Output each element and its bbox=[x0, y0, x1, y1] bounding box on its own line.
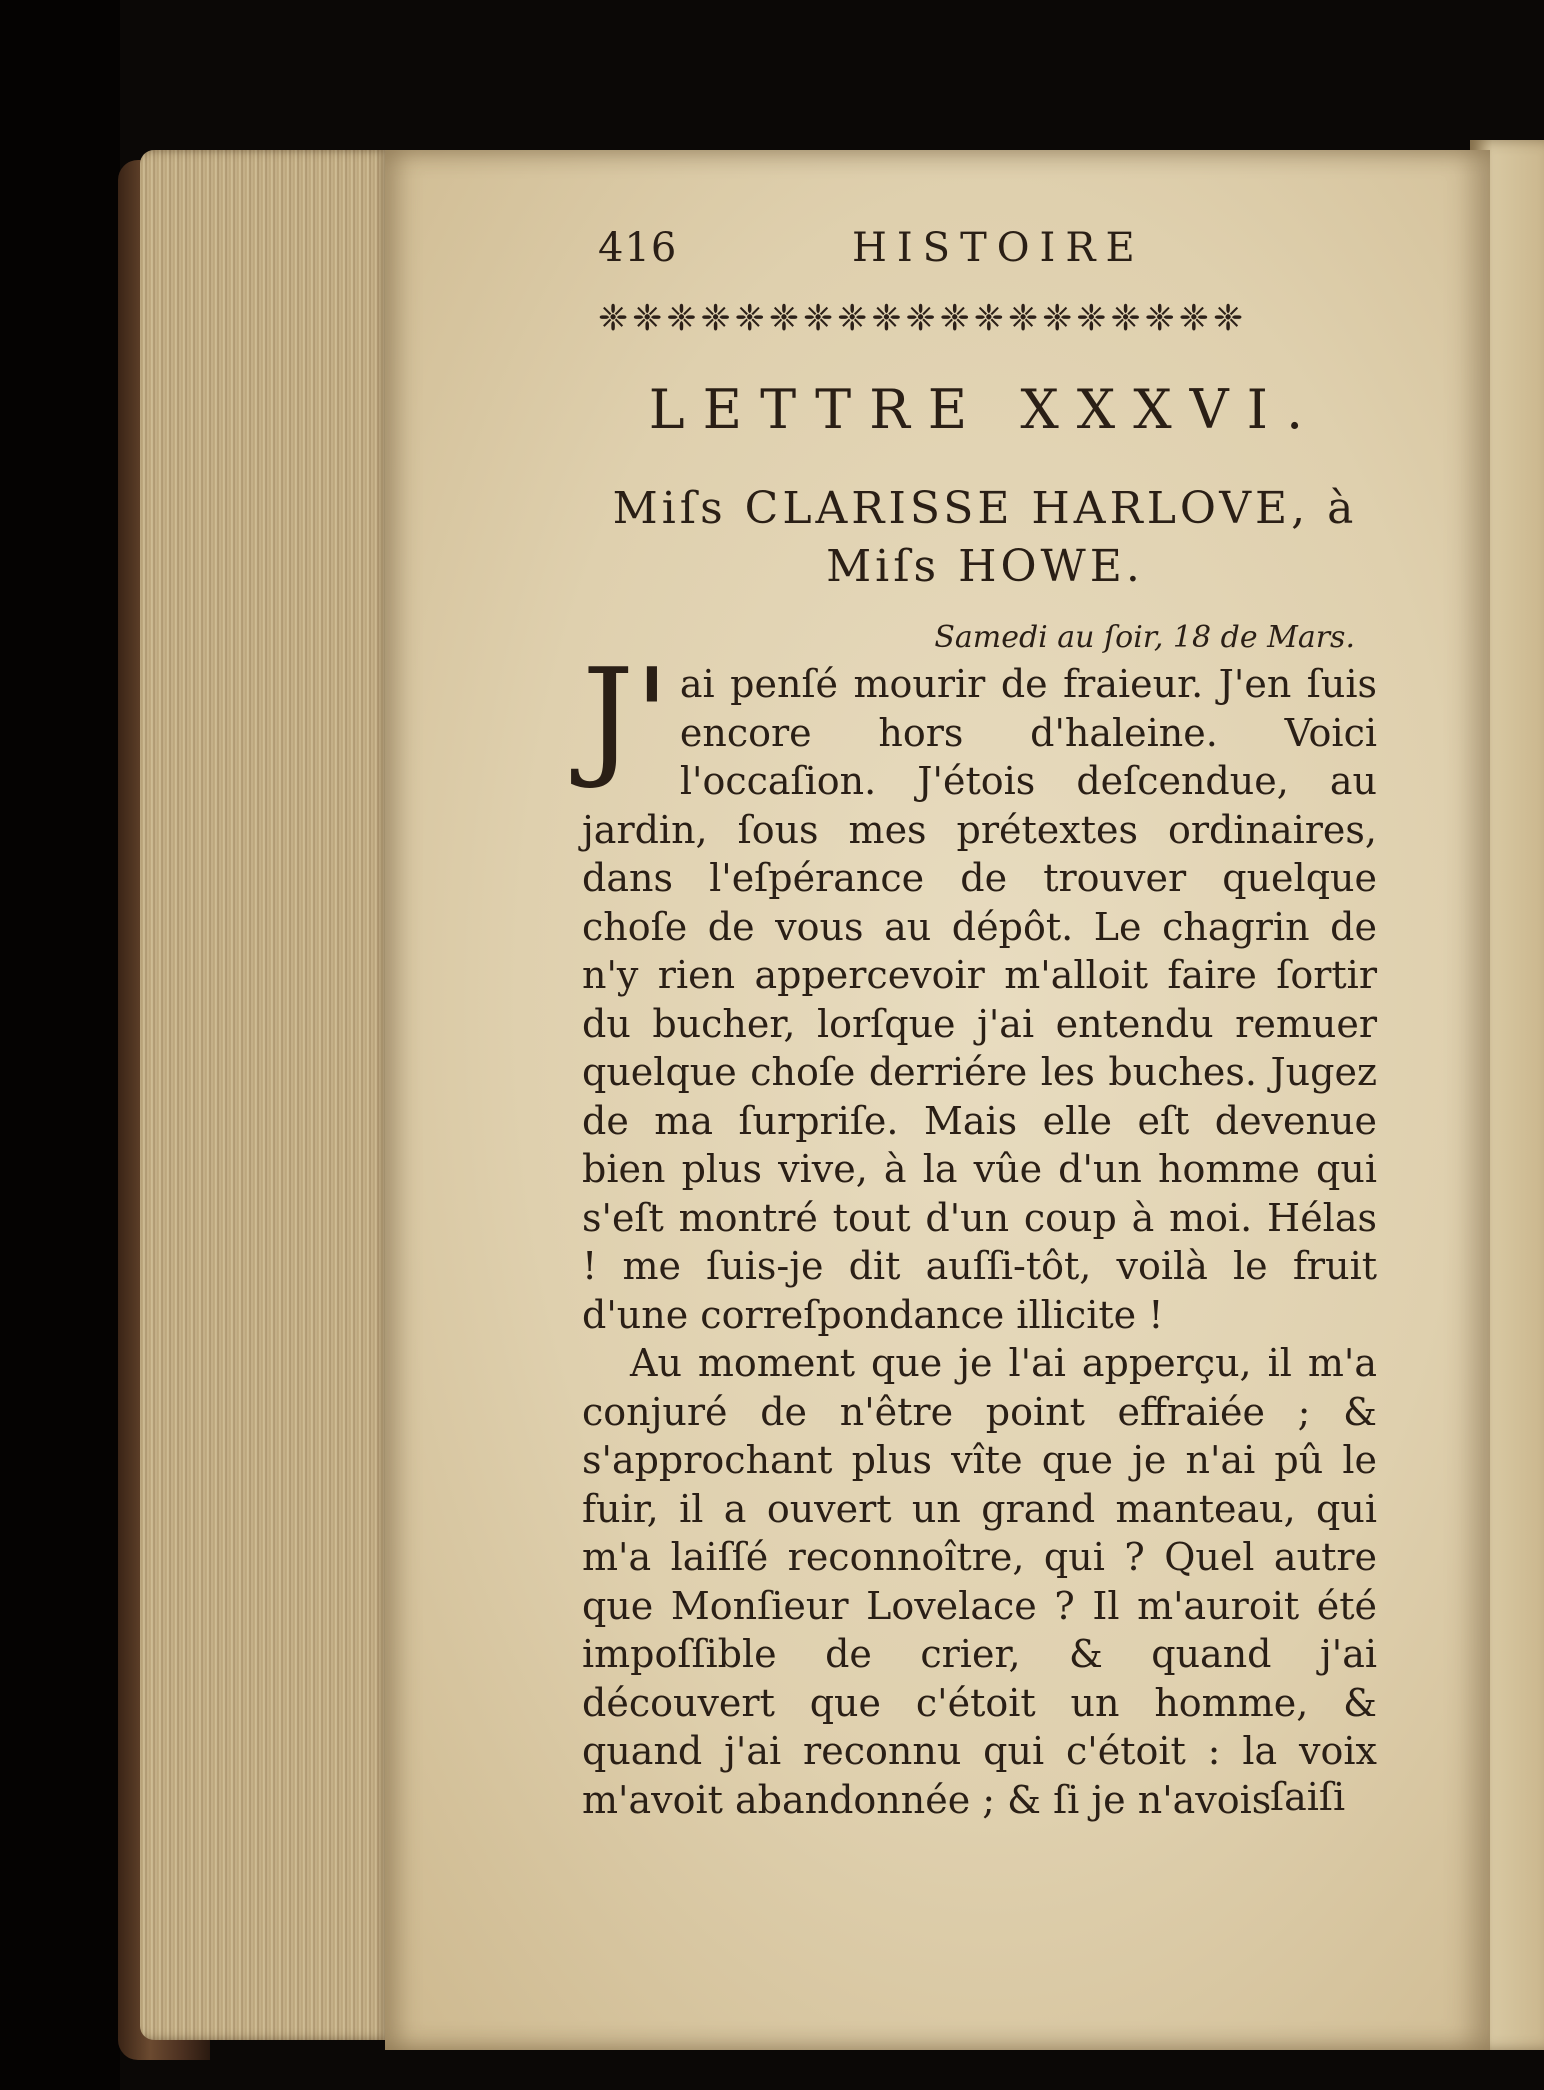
background-shadow bbox=[0, 0, 120, 2090]
page-number: 416 bbox=[598, 225, 678, 271]
letter-body bbox=[582, 640, 1377, 1824]
dateline: Samedi au ſoir, 18 de Mars. bbox=[934, 620, 1355, 655]
ornament-band: ❈❈❈❈❈❈❈❈❈❈❈❈❈❈❈❈❈❈❈ bbox=[598, 298, 1248, 339]
paragraph-1: J'ai penſé mourir de fraieur. J'en ſuis encore hors d'haleine. Voici l'occaſion. J'étois deſcendue, au jardin, ſous mes prétextes ordinaires, dans l'eſpérance de trouver quelque choſe de vous au dépôt. Le chagrin de n'y rien appercevoir m'alloit faire ſortir du bucher, lorſque j'ai entendu remuer quelque choſe derriére les buches. Jugez de ma ſurpriſe. Mais elle eſt devenue bien plus vive, à la vûe d'un homme qui s'eſt montré tout d'un coup à moi. Hélas ! me ſuis-je dit auſſi-tôt, voilà le fruit d'une correſpondance illicite ! bbox=[582, 640, 1377, 1337]
paragraph-2: Au moment que je l'ai apperçu, il m'a conjuré de n'être point effraiée ; & s'approchant plus vîte que je n'ai pû le fuir, il a ouvert un grand manteau, qui m'a laiſſé reconnoître, qui ? Quel autre que Monſieur Lovelace ? Il m'auroit été impoſſible de crier, & quand j'ai découvert que c'étoit un homme, & quand j'ai reconnu qui c'étoit : la voix m'avoit abandonnée ; & ſi je n'avois bbox=[582, 1341, 1377, 1822]
letter-address bbox=[600, 480, 1370, 596]
running-head: HISTOIRE bbox=[852, 225, 1145, 271]
page-edges bbox=[140, 150, 390, 2040]
address-line-1: Miſs CLARISSE HARLOVE, à bbox=[612, 483, 1358, 534]
letter-title: LETTRE XXXVI. bbox=[648, 378, 1322, 441]
catchword: ſaiſi bbox=[1270, 1775, 1346, 1819]
address-line-2: Miſs HOWE. bbox=[826, 541, 1144, 592]
